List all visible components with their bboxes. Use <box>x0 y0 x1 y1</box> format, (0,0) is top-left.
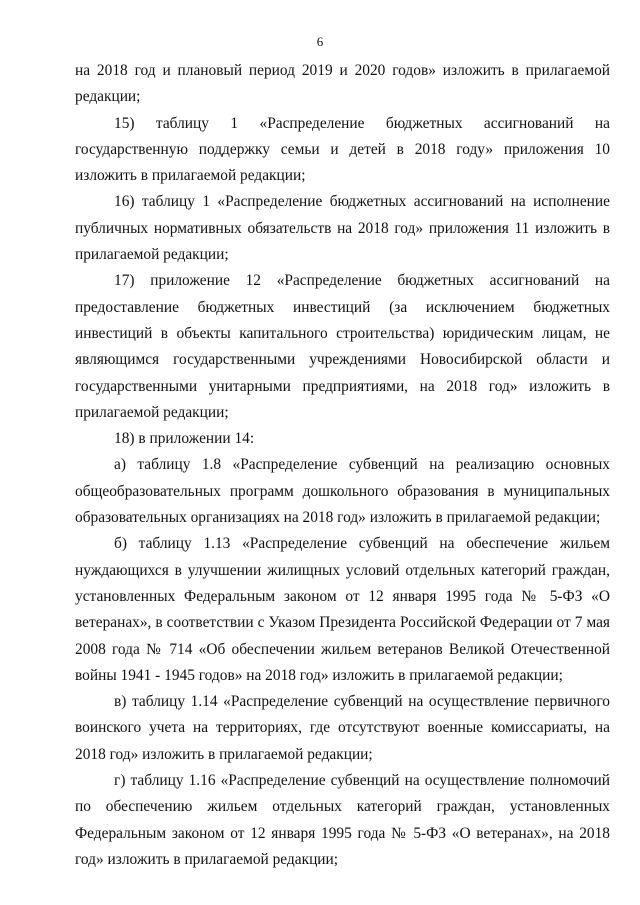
paragraph-subitem-a: а) таблицу 1.8 «Распределение субвенций на реализацию основных общеобразовательных программ дошкольного образования в муниципальных образовательных организациях на 2018 год» изложить в прилагаемой редакции; <box>75 456 610 527</box>
paragraph-subitem-b: б) таблицу 1.13 «Распределение субвенций на обеспечение жильем нуждающихся в улучшении жилищных условий отдельных категорий граждан, установленных Федеральным законом от 12 января 1995 года № 5-ФЗ «О ветеранах», в соответствии с Указом Президента Российской Федерации от 7 мая 2008 года № 714 «Об обеспечении жильем ветеранов Великой Отечественной войны 1941 - 1945 годов» на 2018 год» изложить в прилагаемой редакции; <box>75 535 610 684</box>
page-number: 6 <box>316 34 324 49</box>
paragraph-item-18: 18) в приложении 14: <box>114 430 255 448</box>
paragraph-subitem-g: г) таблицу 1.16 «Распределение субвенций на осуществление полномочий по обеспечению жильем отдельных категорий граждан, установленных Федеральным законом от 12 января 1995 года № 5-ФЗ «О ветеранах», на 2018 год» изложить в прилагаемой редакции; <box>75 772 610 868</box>
paragraph-item-16: 16) таблицу 1 «Распределение бюджетных ассигнований на исполнение публичных нормативных обязательств на 2018 год» приложения 11 изложить в прилагаемой редакции; <box>75 193 610 264</box>
paragraph-continuation: на 2018 год и плановый период 2019 и 2020 годов» изложить в прилагаемой редакции; <box>75 62 610 106</box>
paragraph-item-15: 15) таблицу 1 «Распределение бюджетных ассигнований на государственную поддержку семьи и детей в 2018 году» приложения 10 изложить в прилагаемой редакции; <box>75 114 610 185</box>
document-body <box>75 58 610 873</box>
paragraph-item-17: 17) приложение 12 «Распределение бюджетных ассигнований на предоставление бюджетных инвестиций (за исключением бюджетных инвестиций в объекты капитального строительства) юридическим лицам, не являющимся государственными учреждениями Новосибирской области и государственными унитарными предприятиями, на 2018 год» изложить в прилагаемой редакции; <box>75 272 610 421</box>
paragraph-subitem-v: в) таблицу 1.14 «Распределение субвенций на осуществление первичного воинского учета на территориях, где отсутствуют военные комиссариаты, на 2018 год» изложить в прилагаемой редакции; <box>75 693 610 763</box>
